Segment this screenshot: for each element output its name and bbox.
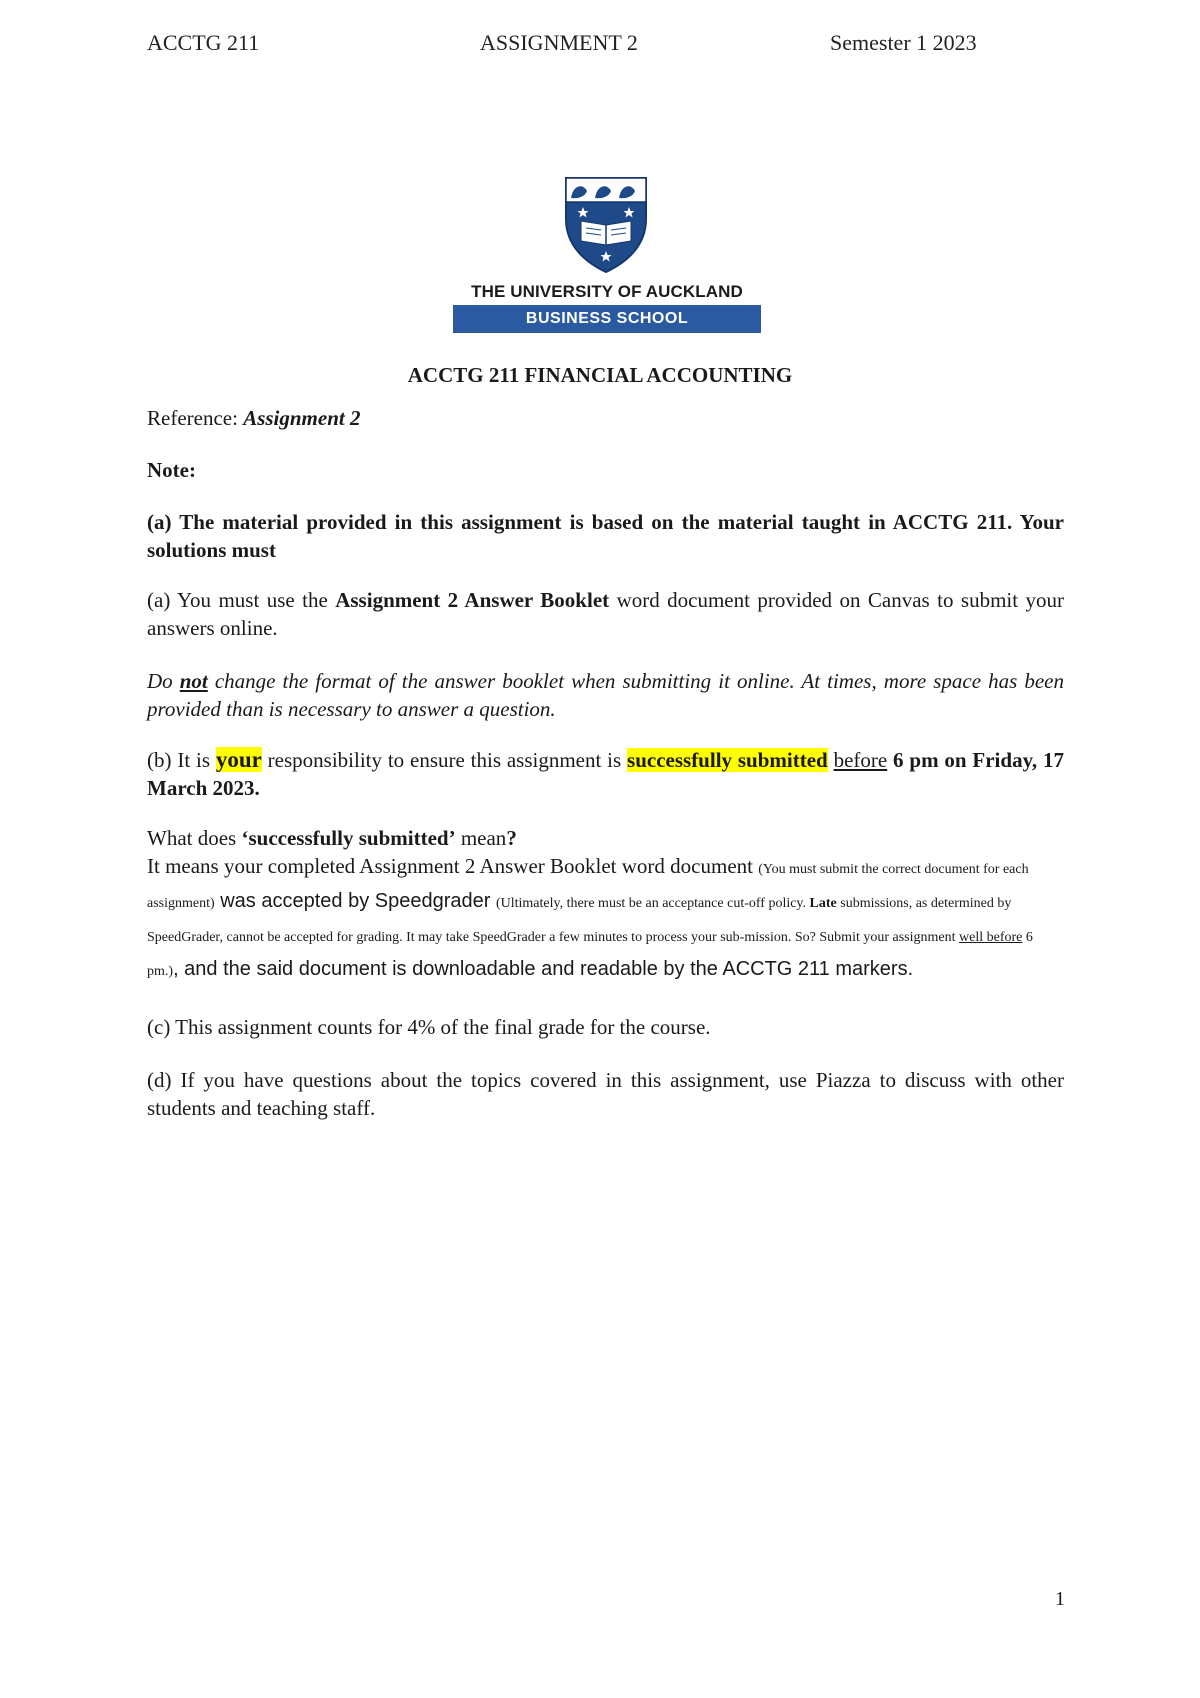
format-note-paragraph bbox=[147, 667, 1064, 723]
means-small-2: (Ultimately, there must be an acceptance cut-off policy. bbox=[495, 896, 810, 911]
item-b-successfully-submitted: successfully submitted bbox=[627, 748, 828, 772]
item-b-text-1: (b) It is bbox=[147, 748, 216, 772]
header-assignment: ASSIGNMENT 2 bbox=[480, 30, 638, 55]
item-b-paragraph bbox=[147, 746, 1064, 802]
university-name: THE UNIVERSITY OF AUCKLAND bbox=[471, 282, 743, 301]
means-text-1: It means your completed Assignment 2 Answer Booklet word document bbox=[147, 854, 759, 878]
item-b-deadline: 6 pm on Friday, 17 March 2023. bbox=[147, 748, 1065, 800]
means-small-3: submissions, as determined by SpeedGrader, cannot be accepted for grading. It may take SpeedGrader a few minutes to process your sub-mission. So? Submit your assignment bbox=[147, 896, 1012, 945]
what-does-pre: What does bbox=[147, 826, 242, 850]
means-small-1: (You must submit the correct document for each assignment) bbox=[147, 862, 1029, 911]
means-text-2: was accepted by Speedgrader bbox=[214, 890, 496, 912]
document-title: ACCTG 211 FINANCIAL ACCOUNTING bbox=[407, 363, 793, 387]
item-a-pre: (a) You must use the bbox=[147, 588, 336, 612]
format-note-pre: Do bbox=[147, 669, 180, 693]
item-b-text-2: responsibility to ensure this assignment is bbox=[261, 748, 628, 772]
header-semester: Semester 1 2023 bbox=[830, 30, 977, 55]
page-number: 1 bbox=[1055, 1588, 1065, 1610]
item-b-before: before bbox=[833, 748, 888, 772]
means-text-3: , and the said document is downloadable and readable by the ACCTG 211 markers. bbox=[173, 958, 914, 980]
item-a-paragraph bbox=[147, 586, 1064, 642]
means-small-well-before: well before bbox=[959, 930, 1023, 945]
what-does-mid: mean bbox=[455, 826, 507, 850]
format-note-post: change the format of the answer booklet when submitting it online. At times, more space has been provided than is necessary to answer a question. bbox=[147, 669, 1065, 721]
what-does-q: ? bbox=[506, 826, 517, 850]
reference-line bbox=[147, 404, 1064, 432]
reference-value: Assignment 2 bbox=[243, 406, 361, 430]
what-does-line bbox=[147, 824, 1064, 852]
item-a-post: word document provided on Canvas to submit your answers online. bbox=[147, 588, 1064, 640]
university-crest-icon bbox=[563, 175, 649, 275]
intro-paragraph: (a) The material provided in this assignment is based on the material taught in ACCTG 211. Your solutions must bbox=[147, 510, 1064, 562]
note-heading: Note: bbox=[147, 458, 196, 482]
item-a-bold: Assignment 2 Answer Booklet bbox=[335, 588, 610, 612]
header-course-code: ACCTG 211 bbox=[147, 30, 260, 55]
item-d-paragraph: (d) If you have questions about the topics covered in this assignment, use Piazza to discuss with other students and teaching staff. bbox=[147, 1068, 1064, 1120]
what-does-quoted: ‘successfully submitted’ bbox=[241, 826, 456, 850]
means-paragraph bbox=[147, 851, 1064, 987]
reference-label: Reference: bbox=[147, 406, 244, 430]
means-small-4: 6 pm.) bbox=[147, 930, 1033, 979]
format-note-emph: not bbox=[179, 669, 208, 693]
item-b-your: your bbox=[215, 747, 262, 772]
item-c-paragraph: (c) This assignment counts for 4% of the final grade for the course. bbox=[147, 1015, 711, 1039]
means-small-late: Late bbox=[809, 896, 837, 911]
business-school-bar: BUSINESS SCHOOL bbox=[453, 305, 761, 333]
